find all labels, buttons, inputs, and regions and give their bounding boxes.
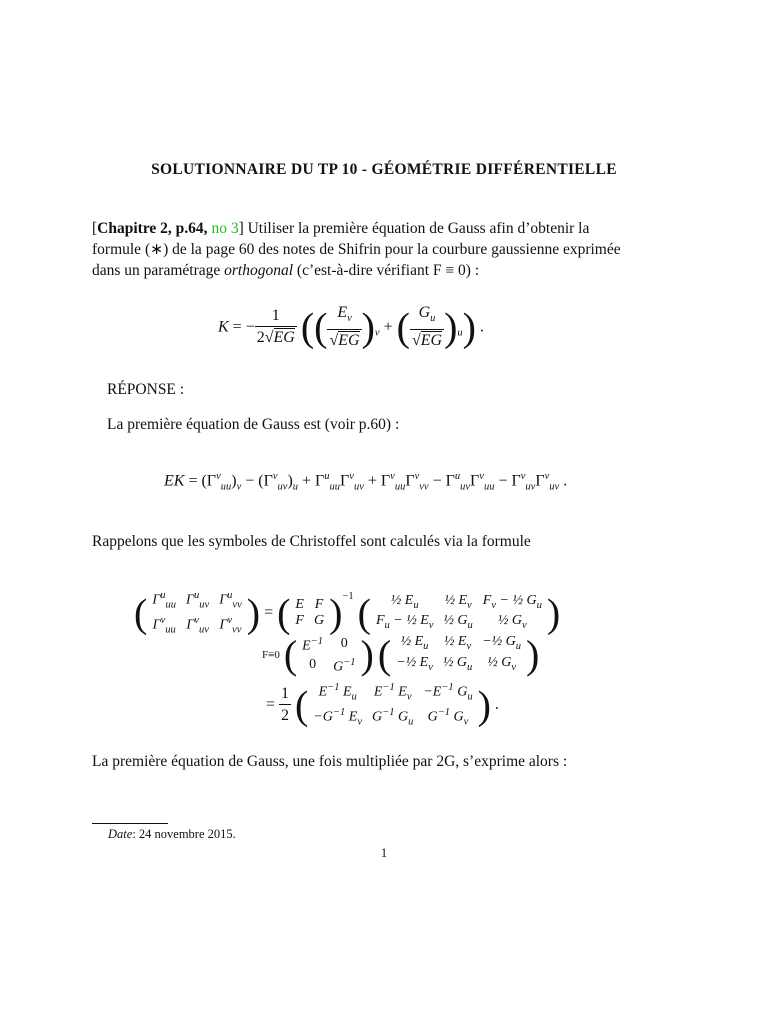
answer-label: RÉPONSE : — [107, 381, 185, 398]
ref-open-bracket: [ — [92, 220, 98, 237]
gauss-equation: EK = $(\Gamma^v_{uu})_v - (\Gamma^v_{uv})_u + \Gamma^u_{uu}\Gamma^v_{uv} + \Gamma^v_{uu}\Gamma^v_{vv} - \Gamma^u_{uv}\Gamma^v_{uu} - \Gamma^v_{uv}\Gamma^v_{uv}$ . — [164, 471, 568, 493]
document-title: SOLUTIONNAIRE DU TP 10 - GÉOMÉTRIE DIFFÉRENTIELLE — [151, 161, 617, 178]
multiplied-intro: La première équation de Gauss, une fois multipliée par 2G, s’exprime alors : — [92, 753, 568, 770]
ref-close-bracket: ] — [238, 220, 244, 237]
statement-text-2: (c’est-à-dire vérifiant F ≡ 0) : — [293, 262, 480, 279]
exercise-number-link[interactable]: no 3 — [211, 220, 239, 237]
chapter-reference: Chapitre 2, p.64, — [97, 220, 212, 237]
christoffel-formula-line1: ( $\Gamma^u_{uu}$ $\Gamma^u_{uv}$ $\Gamma^u_{vv}$ $\Gamma^v_{uu}$ $\Gamma^v_{uv}$ $\Gamma^v_{vv}$ ) = ( E F F G )$^{-1}$ ( ½ $E_u$ ½ $E_v$ $F_v$ − ½ $G_u$ $F_u$ − ½ $E_v$ ½ $G_u$ ½ $G_v$ ) — [134, 590, 561, 636]
footnote — [108, 827, 236, 842]
footnote-text: : 24 novembre 2015. — [132, 827, 236, 841]
christoffel-formula-line2: F≡0 ( $E^{-1}$ 0 0 $G^{-1}$ ) ( ½ $E_u$ ½ $E_v$ −½ $G_u$ −½ $E_v$ ½ $G_u$ ½ $G_v$ ) — [262, 631, 540, 677]
christoffel-intro: Rappelons que les symboles de Christoffel sont calculés via la formule — [92, 533, 531, 550]
christoffel-formula-line3: = $\frac{1}{2}$ ( $E^{-1}$ $E_u$ $E^{-1}$ $E_v$ $-E^{-1}$ $G_u$ $-G^{-1}$ $E_v$ $G^{-1}$ $G_u$ $G^{-1}$ $G_v$ ) . — [266, 682, 499, 728]
page-number: 1 — [380, 846, 388, 860]
footnote-label: Date — [108, 827, 133, 841]
statement-italic: orthogonal — [224, 262, 294, 279]
exercise-statement — [92, 218, 632, 281]
footnote-rule — [92, 823, 168, 824]
curvature-formula: K = − $\frac{1}{2√EG}$ (( $\frac{E_v}{√EG}$ )$_v$ + ( $\frac{G_u}{√EG}$ )$_u$) . — [218, 304, 484, 350]
statement-text-1: Utiliser la première équation de Gauss afin d’obtenir la formule (∗) de la page 60 des notes de Shifrin pour la courbure gaussienne exprimée dans un paramétrage — [92, 220, 621, 279]
gauss-intro: La première équation de Gauss est (voir p.60) : — [107, 416, 400, 433]
